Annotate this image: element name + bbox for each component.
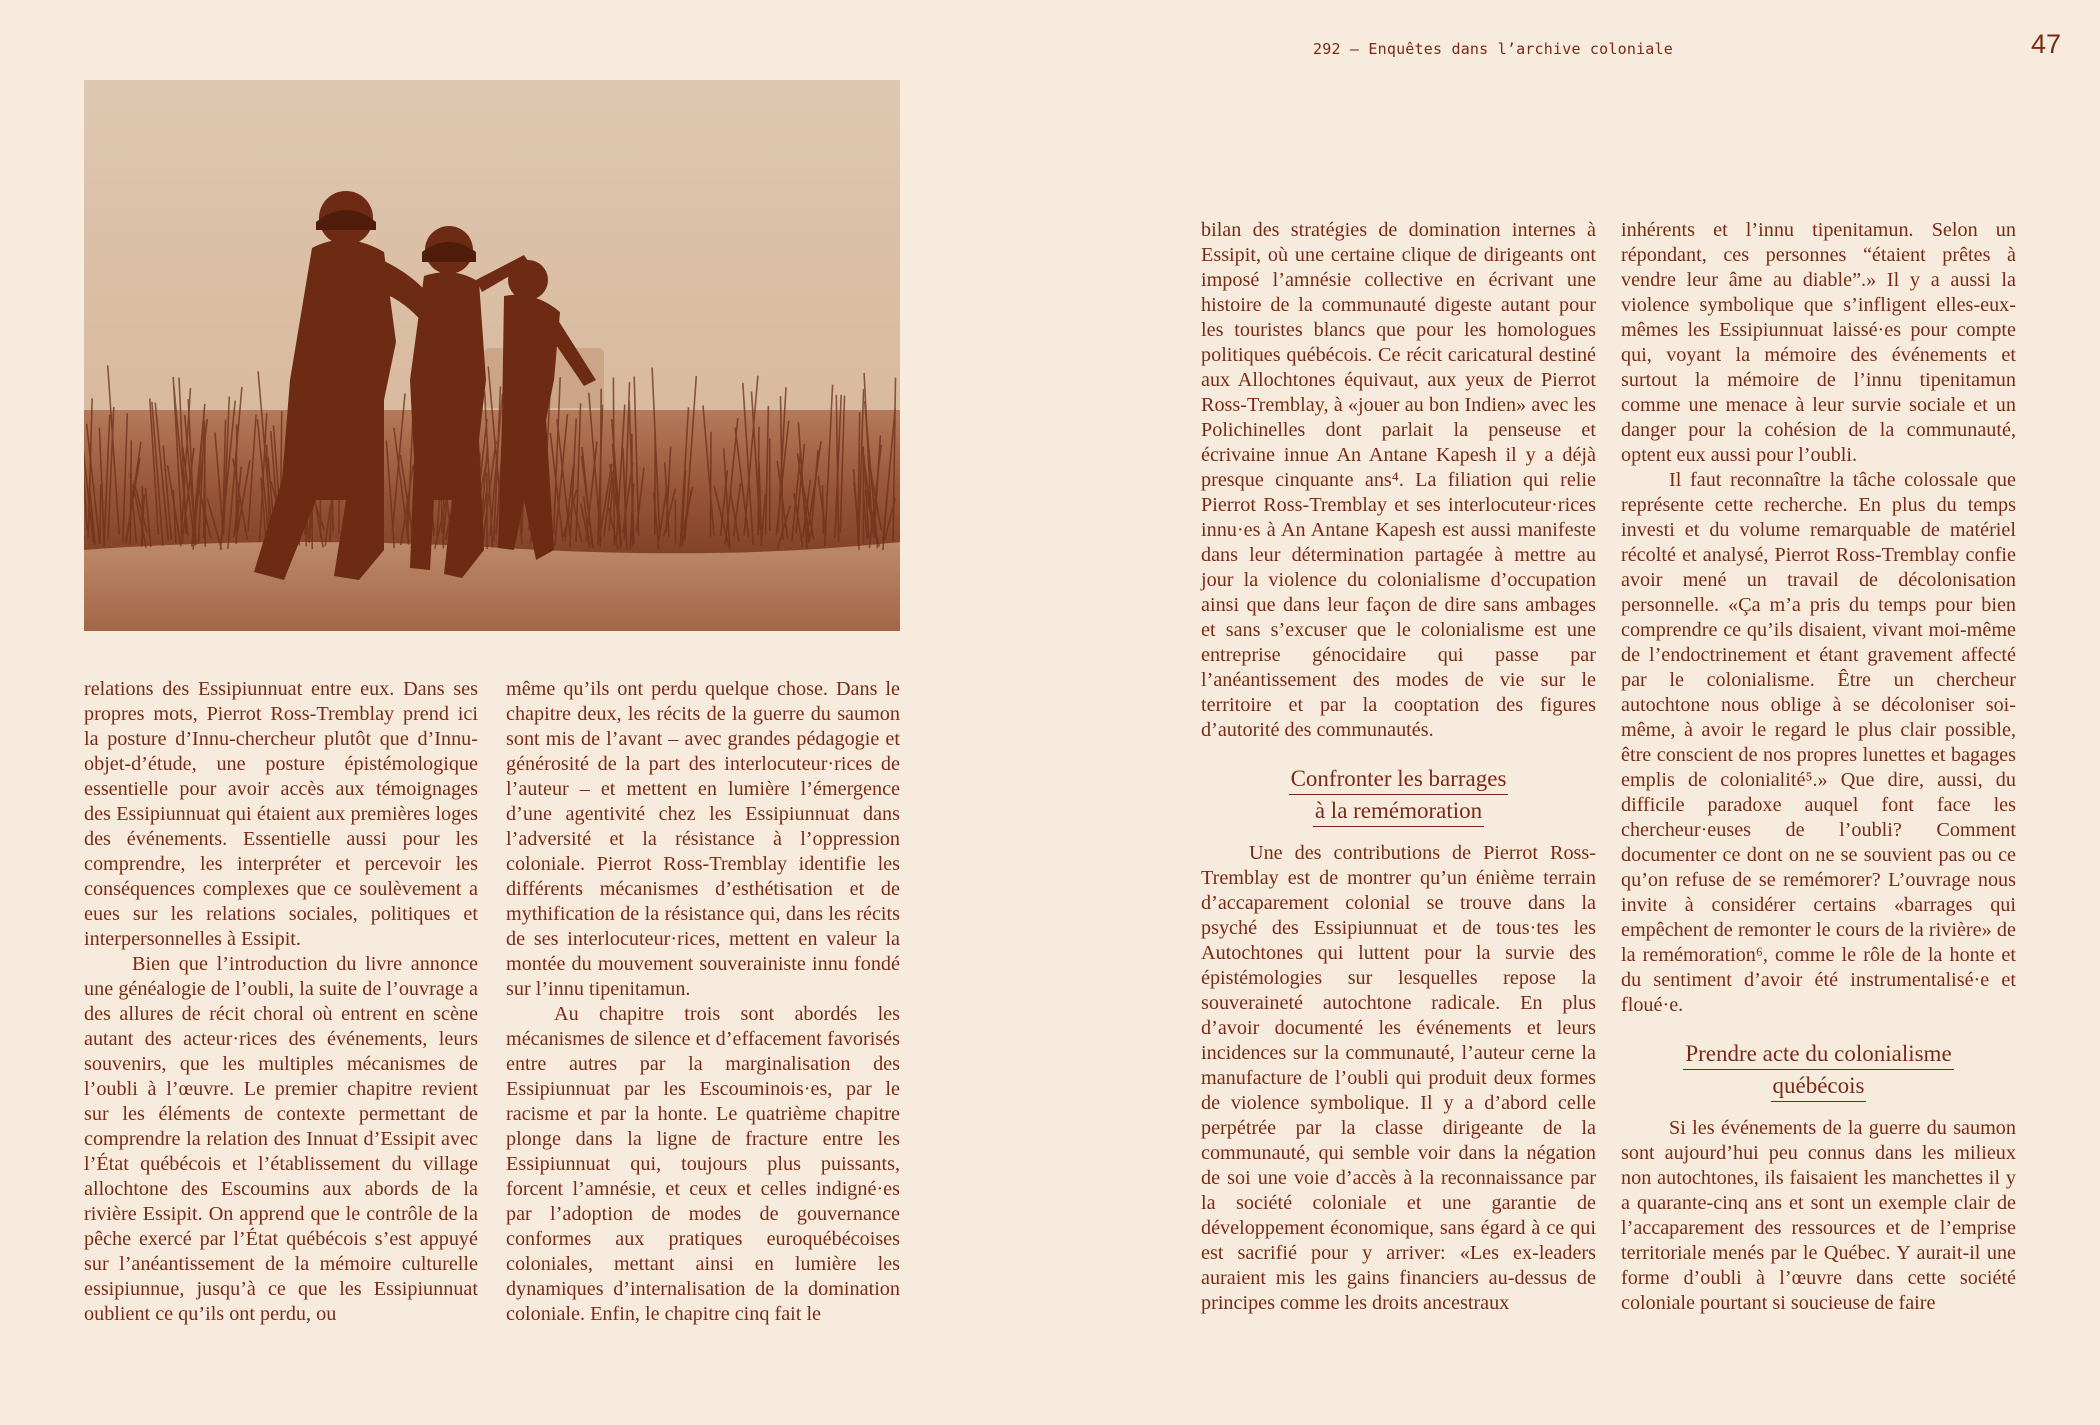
paragraph: Si les événements de la guerre du saumon sont aujourd’hui peu connus dans les milieux non autochtones, ils faisaient les manchettes il y a quarante-cinq ans et sont un exemple clair de l’accaparement des ressources et de l’emprise territoriale menés par le Québec. Y aurait-il une forme d’oubli à l’œuvre dans cette société coloniale pourtant si soucieuse de faire	[1621, 1117, 2016, 1314]
paragraph: inhérents et l’innu tipenitamun. Selon un répondant, ces personnes “étaient prêtes à vendre leur âme au diable”.» Il y a aussi la violence symbolique que s’infligent elles-eux-mêmes les Essipiunnuat laissé·es pour compte qui, voyant la mémoire des événements et surtout la mémoire de l’innu tipenitamun comme une menace à leur survie sociale et un danger pour la cohésion de la communauté, optent eux aussi pour l’oubli.	[1621, 219, 2016, 466]
section-heading	[1621, 1038, 2016, 1102]
section-heading-line: Prendre acte du colonialisme	[1683, 1040, 1953, 1070]
paragraph: Une des contributions de Pierrot Ross-Tremblay est de montrer qu’un énième terrain d’accaparement colonial se trouve dans la psyché des Essipiunnuat et de tous·tes les Autochtones qui luttent pour la survie des épistémologies sur lesquelles repose la souveraineté autochtone radicale. En plus d’avoir documenté les événements et leurs incidences sur la communauté, l’auteur cerne la manufacture de l’oubli qui produit deux formes de violence symbolique. Il y a d’abord celle perpétrée par la classe dirigeante de la communauté, qui semble voir dans la négation de soi une voie d’accès à la reconnaissance par la société coloniale et une garantie de développement économique, sans égard à ce qui est sacrifié pour y arriver: «Les ex-leaders auraient mis les gains financiers au-dessus de principes comme les droits ancestraux	[1201, 842, 1596, 1314]
paragraph: Bien que l’introduction du livre annonce une généalogie de l’oubli, la suite de l’ouvrage a des allures de récit choral où entrent en scène autant des acteur·rices des événements, leurs souvenirs, que les multiples mécanismes de l’oubli à l’œuvre. Le premier chapitre revient sur les éléments de contexte permettant de comprendre la relation des Innuat d’Essipit avec l’État québécois et l’établissement du village allochtone des Escoumins aux abords de la rivière Essipit. On apprend que le contrôle de la pêche exercé par l’État québécois s’est appuyé sur l’anéantissement de la mémoire culturelle essipiunnue, jusqu’à ce que les Essipiunnuat oublient ce qu’ils ont perdu, ou	[84, 953, 478, 1325]
paragraph: bilan des stratégies de domination internes à Essipit, où une certaine clique de dirigeants ont imposé l’amnésie collective en écrivant une histoire de la communauté digeste autant pour les touristes blancs que pour les homologues politiques québécois. Ce récit caricatural destiné aux Allochtones équivaut, aux yeux de Pierrot Ross-Tremblay, à «jouer au bon Indien» avec les Polichinelles dont parlait la penseuse et écrivaine innue An Antane Kapesh il y a déjà presque cinquante ans⁴. La filiation qui relie Pierrot Ross-Tremblay et ses interlocuteur·rices innu·es à An Antane Kapesh est aussi manifeste dans leur détermination partagée à mettre au jour la violence du colonialisme d’occupation ainsi que dans leur façon de dire sans ambages et sans s’excuser que le colonialisme est une entreprise génocidaire qui passe par l’anéantissement des modes de vie sur le territoire et par la cooptation des figures d’autorité des communautés.	[1201, 219, 1596, 741]
text-column-2	[506, 677, 900, 1327]
section-heading-line: à la remémoration	[1313, 797, 1484, 827]
paragraph: même qu’ils ont perdu quelque chose. Dans le chapitre deux, les récits de la guerre du saumon sont mis de l’avant – avec grandes pédagogie et générosité de la part des interlocuteur·rices de l’auteur – et mettent en lumière l’émergence d’une agentivité chez les Essipiunnuat dans l’adversité et la résistance à l’oppression coloniale. Pierrot Ross-Tremblay identifie les différents mécanismes d’esthétisation et de mythification de la résistance qui, dans les récits de ses interlocuteur·rices, mettent en valeur la montée du mouvement souverainiste innu fondé sur l’innu tipenitamun.	[506, 678, 900, 1000]
text-column-3	[1201, 218, 1596, 1316]
section-heading-line: Confronter les barrages	[1289, 765, 1509, 795]
paragraph: Au chapitre trois sont abordés les mécanismes de silence et d’effacement favorisés entre autres par la marginalisation des Essipiunnuat par les Escouminois·es, par le racisme et par la honte. Le quatrième chapitre plonge dans la ligne de fracture entre les Essipiunnuat qui, toujours plus puissants, forcent l’amnésie, et ceux et celles indigné·es par l’adoption de modes de gouvernance conformes aux pratiques euroquébécoises coloniales, mettant ainsi en lumière les dynamiques d’internalisation de la domination coloniale. Enfin, le chapitre cinq fait le	[506, 1003, 900, 1325]
text-column-4	[1621, 218, 2016, 1316]
section-heading	[1201, 763, 1596, 827]
paragraph: relations des Essipiunnuat entre eux. Dans ses propres mots, Pierrot Ross-Tremblay prend ici la posture d’Innu-chercheur plutôt que d’Innu-objet-d’étude, une posture épistémologique essentielle pour avoir accès aux témoignages des Essipiunnuat qui étaient aux premières loges des événements. Essentielle aussi pour les comprendre, les interpréter et percevoir les conséquences complexes que ce soulèvement a eues sur les relations sociales, politiques et interpersonnelles à Essipit.	[84, 678, 478, 950]
section-heading-line: québécois	[1771, 1072, 1867, 1102]
archival-photograph	[84, 80, 900, 631]
running-head: 292 — Enquêtes dans l’archive coloniale	[1313, 40, 1673, 58]
page-number: 47	[2031, 29, 2062, 59]
text-column-1	[84, 677, 478, 1327]
paragraph: Il faut reconnaître la tâche colossale que représente cette recherche. En plus du temps investi et du volume remarquable de matériel récolté et analysé, Pierrot Ross-Tremblay confie avoir mené un travail de décolonisation personnelle. «Ça m’a pris du temps pour bien comprendre ce qu’ils disaient, vivant moi-même de l’endoctrinement et étant gravement affecté par le colonialisme. Être un chercheur autochtone nous oblige à se décoloniser soi-même, à avoir le regard le plus clair possible, être conscient de nos propres lunettes et bagages emplis de colonialité⁵.» Que dire, aussi, du difficile paradoxe auquel font face les chercheur·euses de l’oubli? Comment documenter ce dont on ne se souvient pas ou ce qu’on refuse de se remémorer? L’ouvrage nous invite à considérer certains «barrages qui empêchent de remonter le cours de la rivière» de la remémoration⁶, comme le rôle de la honte et du sentiment d’avoir été instrumentalisé·e et floué·e.	[1621, 469, 2016, 1016]
photo-image	[84, 80, 900, 631]
